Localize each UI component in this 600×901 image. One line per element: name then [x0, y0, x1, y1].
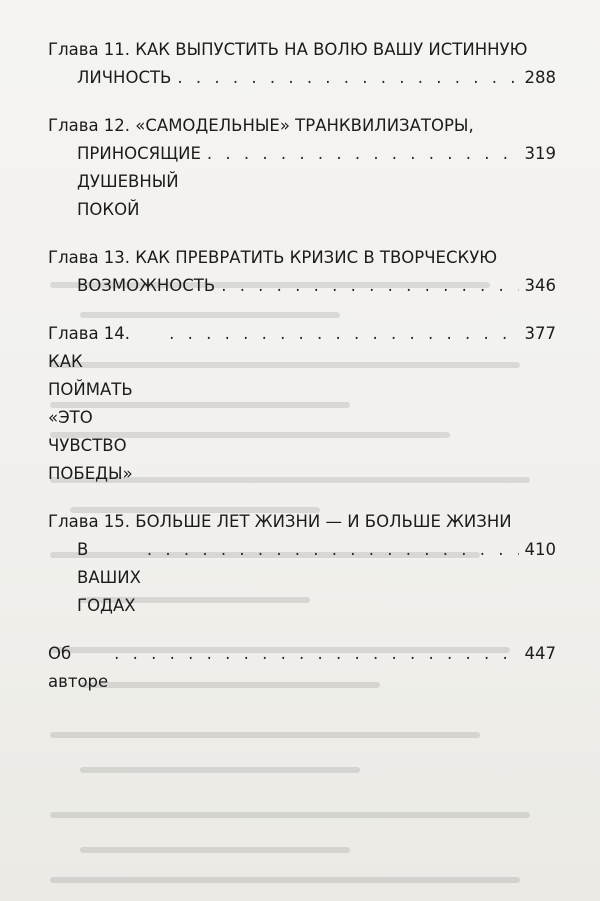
toc-entry-title: Глава 14. КАК ПОЙМАТЬ «ЭТО ЧУВСТВО ПОБЕДЫ»	[48, 324, 133, 483]
toc-page-number: 288	[524, 68, 556, 87]
toc-entry-title: Глава 11. КАК ВЫПУСТИТЬ НА ВОЛЮ ВАШУ ИСТИННУЮ	[48, 40, 528, 59]
dot-leader	[177, 64, 518, 92]
toc-page-number: 377	[524, 324, 556, 343]
table-of-contents	[48, 36, 556, 716]
toc-entry-chapter-13[interactable]	[48, 244, 556, 300]
toc-entry-title-continued: В ВАШИХ ГОДАХ	[77, 540, 141, 615]
toc-entry-title: Глава 13. КАК ПРЕВРАТИТЬ КРИЗИС В ТВОРЧЕСКУЮ	[48, 248, 498, 267]
toc-entry-title: Глава 15. БОЛЬШЕ ЛЕТ ЖИЗНИ — И БОЛЬШЕ ЖИЗНИ	[48, 512, 512, 531]
toc-entry-chapter-12[interactable]	[48, 112, 556, 224]
dot-leader	[147, 536, 519, 564]
toc-entry-title-continued: ЛИЧНОСТЬ	[77, 68, 172, 87]
toc-entry-title-continued: ВОЗМОЖНОСТЬ	[77, 276, 216, 295]
dot-leader	[221, 272, 518, 300]
dot-leader	[169, 320, 518, 348]
toc-page-number: 410	[524, 540, 556, 559]
toc-entry-chapter-11[interactable]	[48, 36, 556, 92]
dot-leader	[114, 640, 518, 668]
dot-leader	[207, 140, 519, 168]
toc-entry-chapter-14[interactable]	[48, 320, 556, 488]
toc-page-number: 319	[524, 144, 556, 163]
toc-page-number: 447	[524, 644, 556, 663]
toc-entry-title-continued: ПРИНОСЯЩИЕ ДУШЕВНЫЙ ПОКОЙ	[77, 144, 201, 219]
toc-page-number: 346	[524, 276, 556, 295]
toc-entry-title: Об авторе	[48, 644, 109, 691]
toc-entry-title: Глава 12. «САМОДЕЛЬНЫЕ» ТРАНКВИЛИЗАТОРЫ,	[48, 116, 474, 135]
toc-entry-about-author[interactable]	[48, 640, 556, 696]
toc-entry-chapter-15[interactable]	[48, 508, 556, 620]
